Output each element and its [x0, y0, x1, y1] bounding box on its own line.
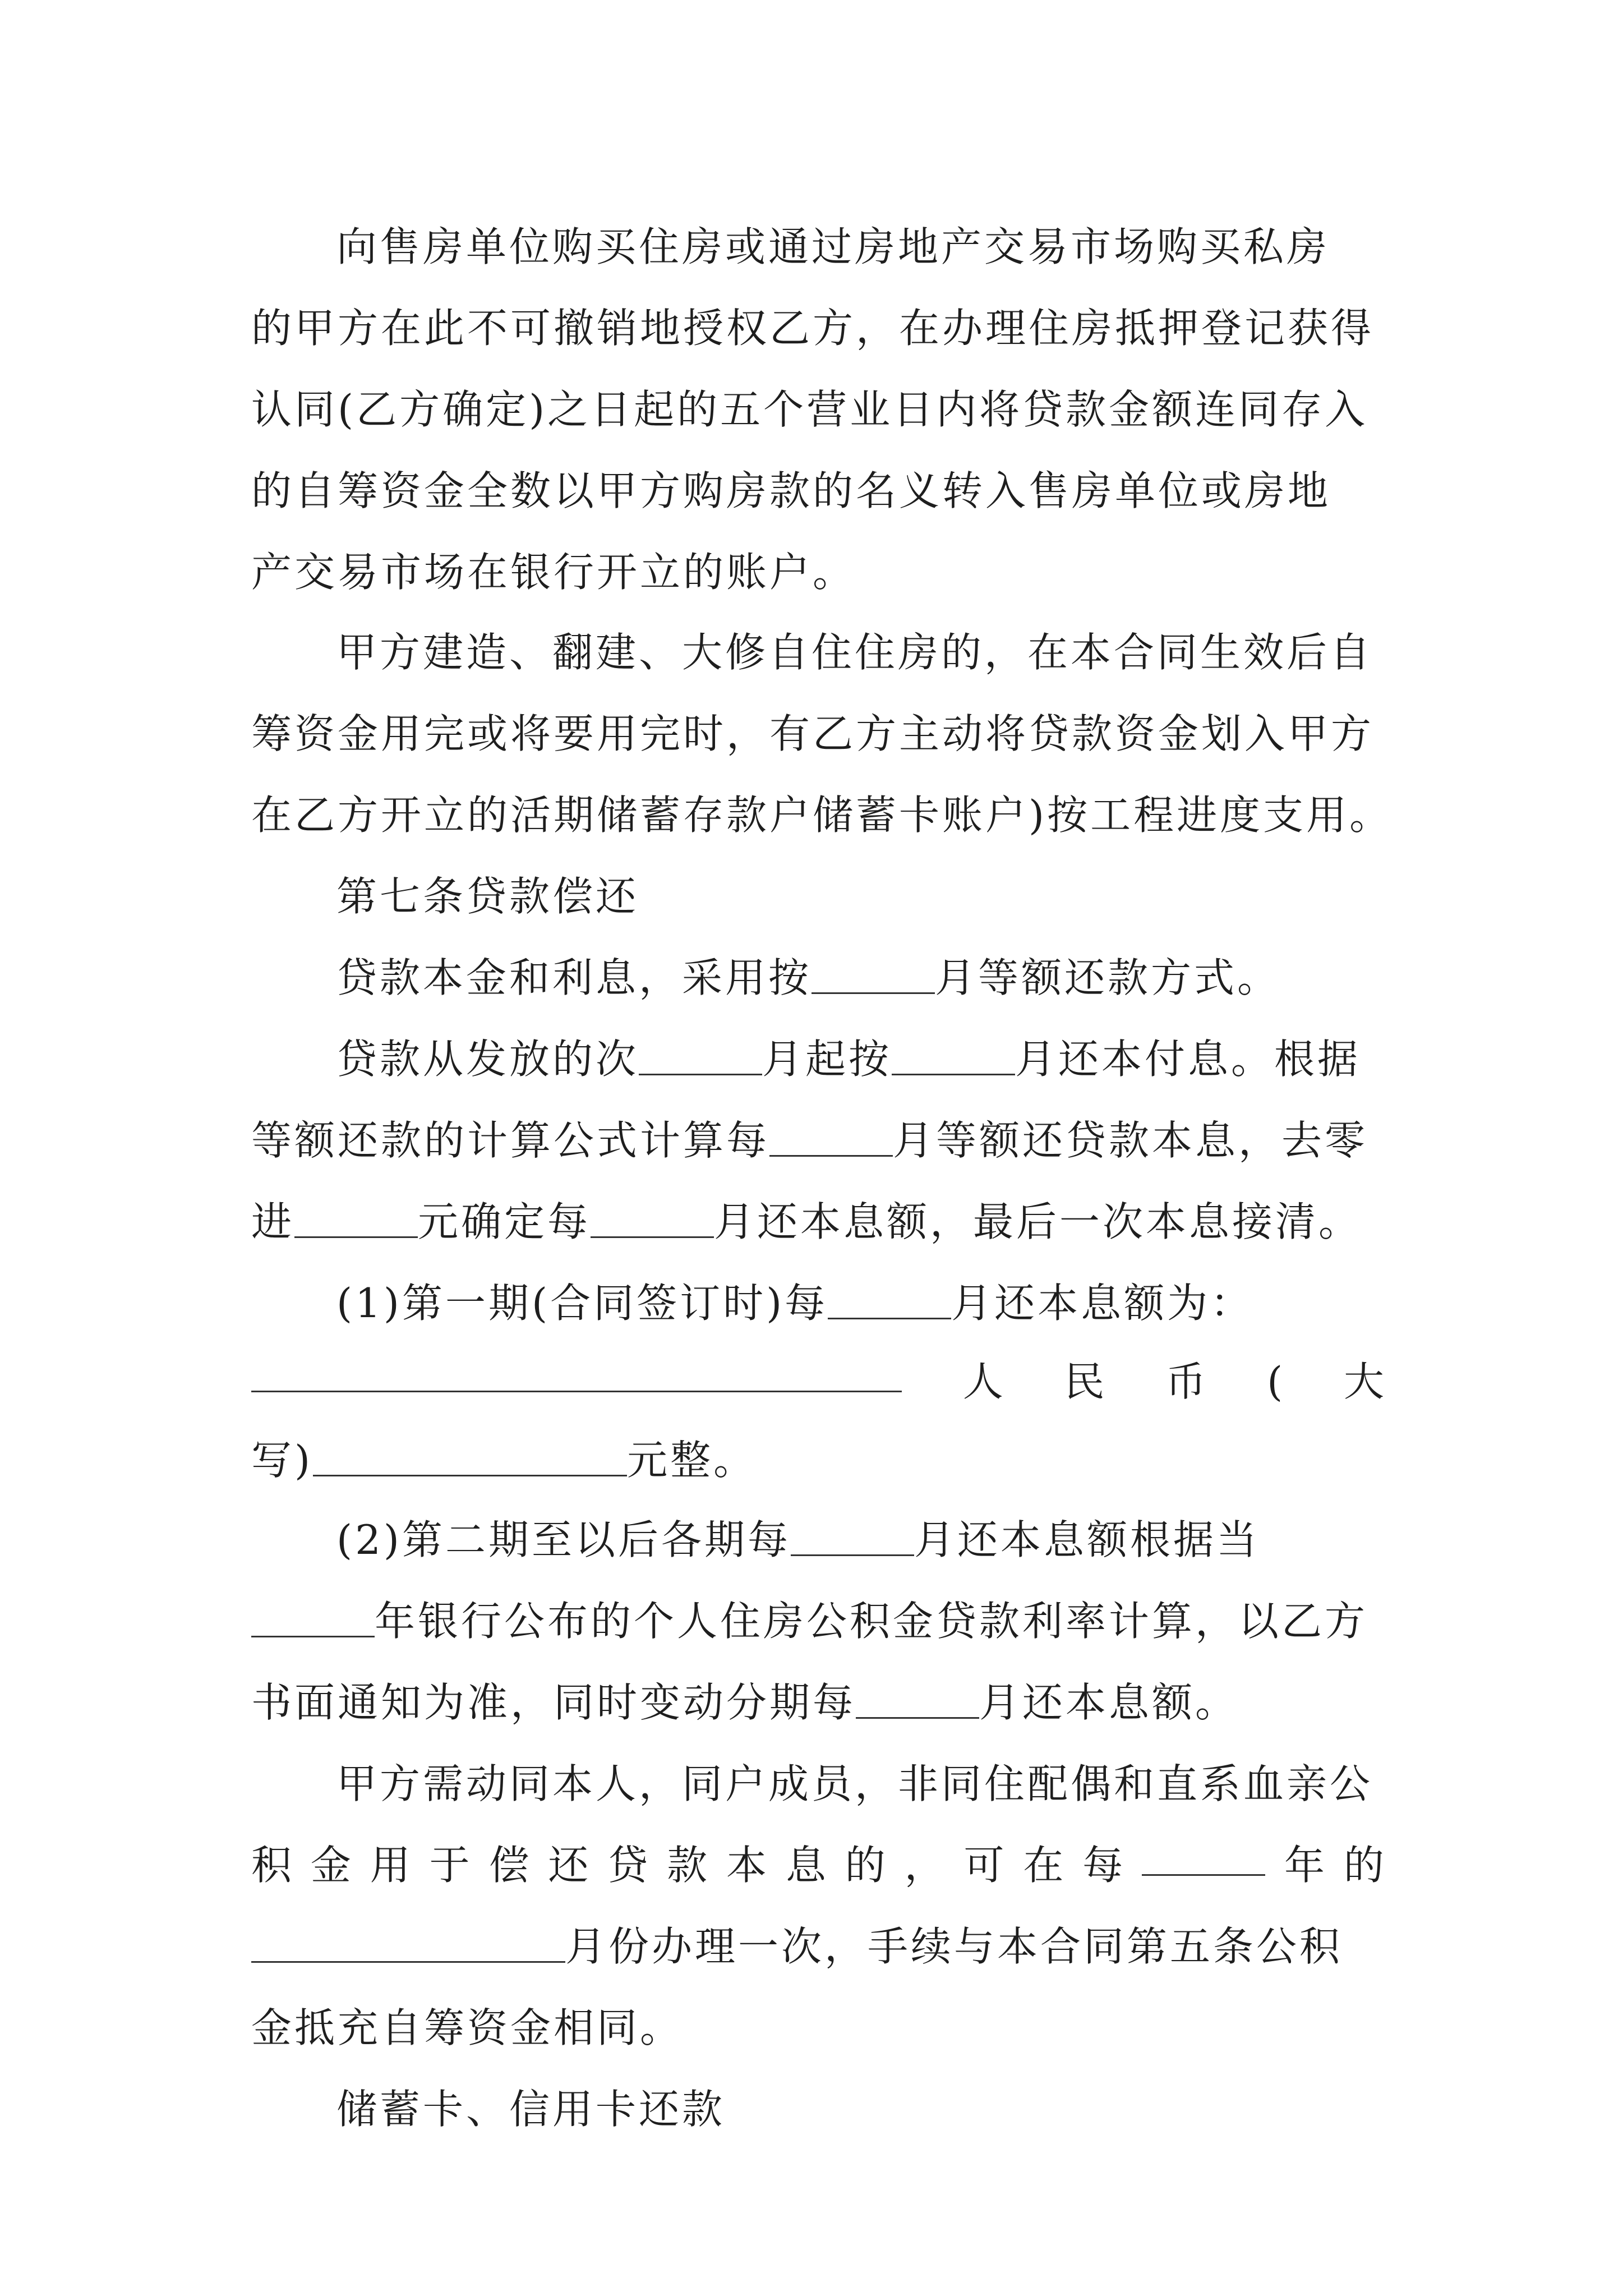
blank-field	[856, 1674, 979, 1719]
p5-char: 还	[548, 1842, 589, 1889]
p4-line-3	[251, 1188, 1384, 1255]
item-2-text: 月还本息额。	[979, 1679, 1239, 1726]
p1-line-4: 的自筹资金全数以甲方购房款的名义转入售房单位或房地	[251, 467, 1331, 514]
p5-line-4: 金抵充自筹资金相同。	[251, 2004, 684, 2051]
item-1-char: (	[1267, 1358, 1283, 1405]
p4-text: 元确定每	[418, 1198, 591, 1245]
p4-text: 月起按	[762, 1036, 892, 1083]
item-2-text: (2)第二期至以后各期每	[336, 1516, 791, 1563]
debit-credit-card-repayment: 储蓄卡、信用卡还款	[336, 2086, 726, 2133]
article-7-heading: 第七条贷款偿还	[336, 873, 639, 920]
p4-text: 月还本付息。根据	[1015, 1036, 1361, 1083]
p1-line-3: 认同(乙方确定)之日起的五个营业日内将贷款金额连同存入	[251, 386, 1368, 433]
p5-char: 在	[1023, 1842, 1064, 1889]
p5-char: 息	[785, 1842, 826, 1889]
blank-field	[892, 1031, 1015, 1075]
p5-char: 的	[1343, 1842, 1384, 1889]
blank-field	[639, 1031, 762, 1075]
item-1-line-2	[251, 1348, 1384, 1415]
item-1-text: 写)	[251, 1437, 313, 1484]
p5-char: 款	[667, 1842, 708, 1889]
item-2-line-1	[336, 1506, 1384, 1573]
p2-line-2: 筹资金用完或将要用完时，有乙方主动将贷款资金划入甲方	[251, 710, 1375, 757]
p1-line-5: 产交易市场在银行开立的账户。	[251, 549, 856, 596]
p5-char: 金	[310, 1842, 351, 1889]
p3-text-a: 贷款本金和利息，采用按	[336, 954, 812, 1001]
p4-text: 月还本息额，最后一次本息接清。	[714, 1198, 1362, 1245]
blank-field	[769, 1112, 893, 1157]
item-1-char: 人	[962, 1358, 1003, 1405]
p5-char: 本	[726, 1842, 767, 1889]
item-2-line-3	[251, 1669, 1384, 1736]
item-1-text: (1)第一期(合同签订时)每	[336, 1280, 828, 1327]
p5-line-2	[251, 1832, 1384, 1899]
item-1-char: 民	[1064, 1358, 1105, 1405]
blank-field	[591, 1194, 714, 1238]
p4-line-1	[336, 1025, 1384, 1093]
item-1-text: 元整。	[627, 1437, 757, 1484]
p4-line-2	[251, 1107, 1384, 1174]
blank-field	[251, 1918, 565, 1963]
p5-text: 月份办理一次，手续与本合同第五条公积	[565, 1923, 1343, 1970]
p5-char: 贷	[607, 1842, 648, 1889]
blank-field	[251, 1348, 902, 1392]
item-1-line-1	[336, 1269, 1384, 1337]
p5-char: 积	[251, 1842, 292, 1889]
p4-text: 贷款从发放的次	[336, 1036, 639, 1083]
p4-text: 月等额还贷款本息，去零	[893, 1117, 1368, 1164]
blank-field	[251, 1593, 375, 1637]
p5-line-3	[251, 1913, 1384, 1980]
p5-char: 每	[1082, 1842, 1123, 1889]
p3-line	[336, 944, 1384, 1011]
blank-field	[1142, 1832, 1265, 1876]
p5-char: ，	[904, 1842, 945, 1889]
blank-field	[294, 1194, 418, 1238]
item-1-text: 月还本息额为：	[951, 1280, 1254, 1327]
item-1-char: 大	[1343, 1358, 1384, 1405]
item-2-text: 月还本息额根据当	[914, 1516, 1260, 1563]
p5-line-1: 甲方需动同本人，同户成员，非同住配偶和直系血亲公	[336, 1760, 1373, 1807]
p5-char: 偿	[488, 1842, 529, 1889]
p4-text: 等额还款的计算公式计算每	[251, 1117, 770, 1164]
p1-line-2: 的甲方在此不可撤销地授权乙方，在办理住房抵押登记获得	[251, 305, 1375, 352]
p5-char: 可	[963, 1842, 1004, 1889]
p5-char: 于	[429, 1842, 470, 1889]
p2-line-3: 在乙方开立的活期储蓄存款户储蓄卡账户)按工程进度支用。	[251, 792, 1393, 839]
item-2-line-2	[251, 1588, 1384, 1655]
p5-char: 用	[370, 1842, 411, 1889]
p2-line-1: 甲方建造、翻建、大修自住住房的，在本合同生效后自	[336, 629, 1373, 676]
item-2-text: 年银行公布的个人住房公积金贷款利率计算，以乙方	[375, 1598, 1368, 1645]
blank-field	[313, 1432, 627, 1476]
p3-text-b: 月等额还款方式。	[935, 954, 1281, 1001]
item-1-line-3	[251, 1427, 1384, 1494]
blank-field	[791, 1512, 914, 1556]
blank-field	[828, 1275, 951, 1319]
item-1-char: 币	[1165, 1358, 1206, 1405]
p1-line-1: 向售房单位购买住房或通过房地产交易市场购买私房	[336, 223, 1330, 270]
blank-field	[811, 950, 935, 994]
item-2-text: 书面通知为准，同时变动分期每	[251, 1679, 856, 1726]
p4-text: 进	[251, 1198, 295, 1245]
p5-char: 年	[1284, 1842, 1325, 1889]
p5-char: 的	[845, 1842, 886, 1889]
